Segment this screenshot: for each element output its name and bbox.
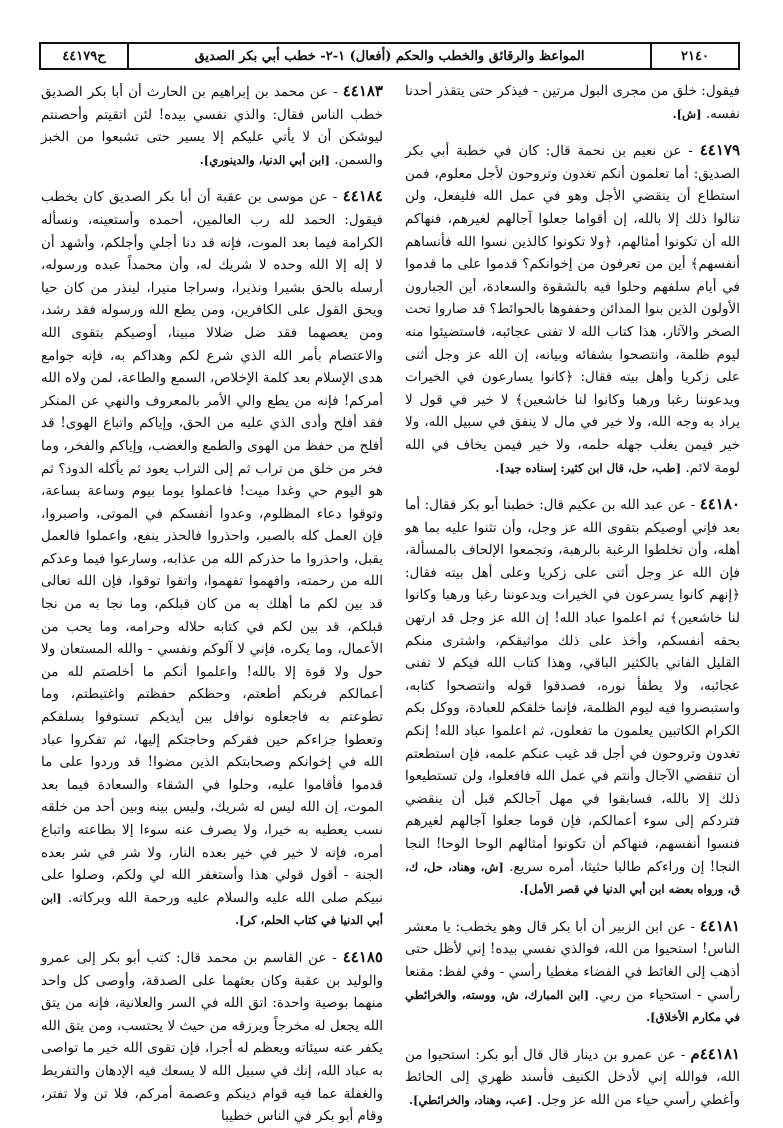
hadith-source: [ش].	[672, 106, 702, 121]
hadith-source: [ابن أبي الدنيا، والدينوري].	[199, 152, 330, 167]
hadith-text: - عن القاسم بن محمد قال: كتب أبو بكر إلى عمرو والوليد بن عقبة وكان بعثهما على الصدقة، وأوصى كل واحد منهما بوصية واحدة: اتق الله في السر والعلانية، فإنه من يتق الله يجعل له مخرجاً ويرزقه من حيث لا يحتسب، ومن يتق الله يكفر عنه سيئاته ويعظم له أجرا، فإن تقوى الله خير ما تواصى به عباد الله، إنك في سبيل الله لا يسعك فيه الإدهان والتفريط والغفلة عما فيه قوام دينكم وعصمة أمركم، فلا تن ولا تفتر، وقام أبو بكر في الناس خطيبا	[41, 949, 383, 1125]
page-number: ٢١٤٠	[650, 44, 738, 68]
hadith-paragraph	[405, 915, 740, 1029]
hadith-paragraph	[405, 80, 740, 125]
hadith-source: [ش، وهناد، حل، ك، ق، ورواه بعضه ابن أبي الدنيا في قصر الأمل].	[405, 859, 740, 897]
hadith-paragraph	[405, 139, 740, 479]
right-column	[405, 80, 741, 1108]
left-column	[41, 80, 383, 1125]
hadith-text: - عن عبد الله بن عكيم قال: خطبنا أبو بكر فقال: أما بعد فإني أوصيكم بتقوى الله عز وجل، وأن تثنوا عليه بما هو أهله، وأن تخلطوا الرغبة بالرهبة، وتجمعوا الإلحاف بالمسألة، فإن الله عز وجل أثنى على زكريا وعلى أهل بيته فقال: ﴿إنهم كانوا يسرعون في الخيرات ويدعوننا رغبا ورهبا وكانوا لنا خاشعين﴾ ثم اعلموا عباد الله! إن الله عز وجل قد ارتهن بحقه أنفسكم، وأخذ على ذلك مواثيقكم، واشترى منكم القليل الفاني بالكثير الباقي، وهذا كتاب الله فيكم لا تفنى عجائبه، ولا يطفأ نوره، فصدقوا قوله وانتصحوا كتابه، واستبصروا فيه ليوم الظلمة، فإنما خلقكم للعبادة، ووكل بكم الكرام الكاتبين يعلمون ما تفعلون، ثم اعلموا عباد الله! إنكم تغدون وتروحون في أجل قد غيب عنكم علمه، فإن استطعتم أن تنقضي الآجال وأنتم في عمل الله فافعلوا، ولن تستطيعوا ذلك إلا بالله، فسابقوا في مهل آجالكم قبل أن ينقضي فتردكم إلى سوء أعمالكم، فإن قوما جعلوا آجالهم لغيرهم فنسوا أنفسهم، فنهاكم أن تكونوا أمثالهم الوحا الوحا! النجا النجا! إن وراءكم طالبا حثيثا، أمره سريع.	[405, 497, 740, 875]
hadith-paragraph	[41, 946, 383, 1128]
hadith-number: ٤٤١٧٩	[699, 141, 741, 160]
hadith-text: - عن ابن الزبير أن أبا بكر قال وهو يخطب: يا معشر الناس! استحيوا من الله، فوالذي نفسي بيده! إني لأظل حتى أذهب إلى الغائط في الفضاء مغطيا رأسي - وفي لفظ: مقنعا رأسي - استحياء من ربي.	[405, 918, 740, 1003]
hadith-source: [طب، حل، قال ابن كثير: إسناده جيد].	[495, 460, 682, 475]
hadith-paragraph	[41, 185, 383, 932]
hadith-number: ٤٤١٨٠	[699, 495, 740, 514]
hadith-text: فيقول: خلق من مجرى البول مرتين - فيذكر حتى يتقذر أحدنا نفسه.	[405, 83, 740, 122]
hadith-number: ٤٤١٨٥	[342, 947, 383, 966]
hadith-range-ref: ح٤٤١٧٩	[41, 44, 129, 68]
hadith-text: - عن محمد بن إبراهيم بن الحارث أن أبا بكر الصديق خطب الناس فقال: والذي نفسي بيده! لئن اتقيتم وأحصنتم ليوشكن أن لا يأتي عليكم إلا يسير حتى تشبعوا من الخبز والسمن.	[41, 84, 383, 168]
hadith-source: [ابن المبارك، ش، ووسته، والخرائطي في مكارم الأخلاق].	[405, 987, 740, 1025]
hadith-number: ٤٤١٨٣	[342, 82, 383, 100]
hadith-text: - عن نعيم بن نحمة قال: كان في خطبة أبي بكر الصديق: أما تعلمون أنكم تغدون وتروحون لأجل معلوم، فمن استطاع أن ينقضي الأجل وهو في عمل الله فليفعل، ولن تنالوا ذلك إلا بالله، إن أقواما جعلوا آجالهم لغيرهم، فنهاكم الله أن تكونوا أمثالهم، ﴿ولا تكونوا كالذين نسوا الله فأنساهم أنفسهم﴾ أين من تعرفون من إخوانكم؟ قدموا على ما قدموا في أيام سلفهم وحلوا فيه بالشقوة والسعادة، أين الجبارون الأولون الذين بنوا المدائن وحففوها بالحوائط؟ قد صاروا تحت الصخر والآثار، هذا كتاب الله لا تفنى عجائبه، فاستضيئوا منه ليوم ظلمة، وانتصحوا بشفائه وبيانه، إن الله عز وجل أثنى على زكريا وأهل بيته فقال: ﴿كانوا يسارعون في الخيرات ويدعوننا رغبا ورهبا وكانوا لنا خاشعين﴾ لا خير في قول لا يراد به وجه الله، ولا خير في مال لا ينفق في سبيل الله، ولا خير فيمن يغلب جهله حلمه، ولا خير فيمن يخاف في الله لومة لائم.	[405, 143, 740, 476]
hadith-number: ٤٤١٨٤	[342, 187, 383, 206]
hadith-number: ٤٤١٨١	[699, 916, 740, 935]
hadith-text: - عن عمرو بن دينار قال قال أبو بكر: استحيوا من الله، فوالله إني لأدخل الكنيف فأسند ظهري إلى الحائط وأغطي رأسي حياء من الله عز وجل.	[405, 1046, 740, 1108]
hadith-source: [ابن أبي الدنيا في كتاب الحلم، كر].	[41, 890, 383, 928]
hadith-paragraph	[41, 80, 383, 171]
hadith-number: ٤٤١٨١م	[690, 1044, 740, 1063]
chapter-title: المواعظ والرقائق والخطب والحكم (أفعال) ١-٢- خطب أبي بكر الصديق	[194, 48, 585, 64]
hadith-text: - عن موسى بن عقبة أن أبا بكر الصديق كان يخطب فيقول: الحمد لله رب العالمين، أحمده وأستعينه، ونسأله الكرامة فيما بعد الموت، فإنه قد دنا أجلي وأجلكم، وأشهد أن لا إله إلا الله وحده لا شريك له، وأن محمداً عبده ورسوله، أرسله بالحق بشيرا ونذيرا، وسراجا منيرا، لينذر من كان حيا ويحق القول على الكافرين، ومن يطع الله ورسوله فقد رشد، ومن يعصهما فقد ضل ضلالا مبينا، أوصيكم بتقوى الله والاعتصام بأمر الله الذي شرع لكم وهداكم به، فإنه جوامع هدى الإسلام بعد كلمة الإخلاص، السمع والطاعة، لمن ولاه الله أمركم! فإنه من يطع والي الأمر بالمعروف والنهي عن المنكر فقد أفلح وأدى الذي عليه من الحق، وإياكم واتباع الهوى! قد أفلح من حفظ من الهوى والطمع والغضب، وإياكم والفخر، وما فخر من خلق من تراب ثم إلى التراب يعود ثم يأكله الدود؟ ثم هو اليوم حي وغدا ميت! فاعملوا يوما بيوم وساعة بساعة، وتوقوا دعاء المظلوم، وعدوا أنفسكم في الموتى، واصبروا، فإن العمل كله بالصبر، واحذروا فالحذر ينفع، واعملوا فالعمل يقبل، واحذروا ما حذركم الله من عذابه، وسارعوا فيما وعدكم الله من رحمته، وافهموا تفهموا، واتقوا توقوا، فإن الله تعالى قد بين لكم ما أهلك به من كان قبلكم، وما نجا به من نجا قبلكم، قد بين لكم في كتابه حلاله وحرامه، وما يحب من الأعمال، وما يكره، فإني لا آلوكم ونفسي - والله المستعان ولا حول ولا قوة إلا بالله! واعلموا أنكم ما أخلصتم لله من أعمالكم فربكم أطعتم، وحظكم حفظتم واغتبطتم، وما تطوعتم به فاجعلوه نوافل بين أيديكم تستوفوا بسلفكم وتعطوا جزاءكم حين فقركم وحاجتكم إليها، ثم تفكروا عباد الله في إخوانكم وصحابتكم الذين مضوا! قد وردوا على ما قدموا فأقاموا عليه، وحلوا في الشقاء والسعادة فيما بعد الموت، إن الله ليس له شريك، وليس بينه وبين أحد من خلقه نسب يعطيه به خيرا، ولا يصرف عنه سوءا إلا بطاعته واتباع أمره، فإنه لا خير في خير بعده النار، ولا شر في شر بعده الجنة - أقول قولي هذا وأستغفر الله لي ولكم، وصلوا على نبيكم صلى الله عليه والسلام عليه ورحمة الله وبركاته.	[41, 189, 383, 906]
page-header	[39, 42, 740, 70]
hadith-paragraph	[405, 493, 740, 901]
hadith-paragraph	[405, 1043, 740, 1112]
hadith-source: [عب، وهناد، والخرائطي].	[408, 1092, 533, 1107]
